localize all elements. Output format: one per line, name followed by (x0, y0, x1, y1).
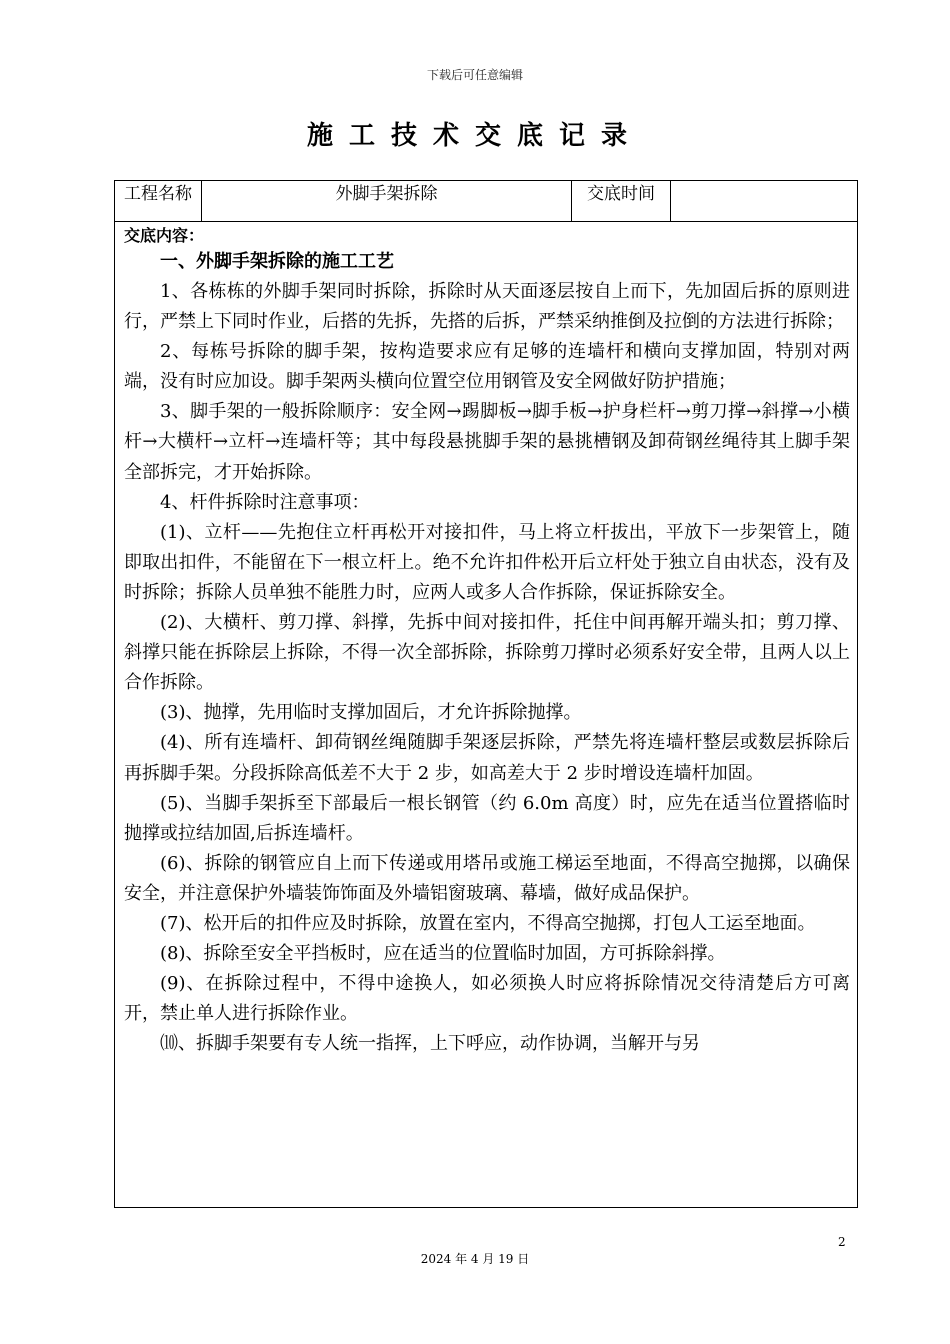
project-name-label: 工程名称 (115, 181, 202, 221)
paragraph: (6)、拆除的钢管应自上而下传递或用塔吊或施工梯运至地面，不得高空抛掷，以确保安全，并注意保护外墙装饰饰面及外墙铝窗玻璃、幕墙，做好成品保护。 (124, 852, 850, 904)
project-name-value: 外脚手架拆除 (202, 181, 572, 221)
paragraph: (4)、所有连墙杆、卸荷钢丝绳随脚手架逐层拆除，严禁先将连墙杆整层或数层拆除后再拆脚手架。分段拆除高低差不大于 2 步，如高差大于 2 步时增设连墙杆加固。 (124, 732, 850, 784)
record-table (114, 180, 858, 1208)
content-label: 交底内容： (124, 226, 205, 245)
paragraph: (3)、抛撑，先用临时支撑加固后，才允许拆除抛撑。 (160, 702, 582, 724)
footer-date: 2024 年 4 月 19 日 (420, 1252, 530, 1266)
briefing-content (124, 225, 850, 1059)
page-number: 2 (838, 1235, 846, 1249)
paragraph: (9)、在拆除过程中，不得中途换人，如必须换人时应将拆除情况交待清楚后方可离开，禁止单人进行拆除作业。 (124, 973, 850, 1025)
paragraph: 3、脚手架的一般拆除顺序：安全网→踢脚板→脚手板→护身栏杆→剪刀撑→斜撑→小横杆→大横杆→立杆→连墙杆等；其中每段悬挑脚手架的悬挑槽钢及卸荷钢丝绳待其上脚手架全部拆完，才开始拆除。 (124, 401, 850, 483)
briefing-time-value (671, 181, 857, 221)
paragraph: (2)、大横杆、剪刀撑、斜撑，先拆中间对接扣件，托住中间再解开端头扣；剪刀撑、斜撑只能在拆除层上拆除，不得一次全部拆除，拆除剪刀撑时必须系好安全带，且两人以上合作拆除。 (124, 612, 850, 694)
page-title: 施工技术交底记录 (306, 121, 643, 151)
paragraph: 4、杆件拆除时注意事项： (160, 491, 370, 513)
paragraph: (8)、拆除至安全平挡板时，应在适当的位置临时加固，方可拆除斜撑。 (160, 943, 726, 965)
info-row (115, 181, 857, 222)
paragraph: 2、每栋号拆除的脚手架，按构造要求应有足够的连墙杆和横向支撑加固，特别对两端，没有时应加设。脚手架两头横向位置空位用钢管及安全网做好防护措施； (124, 341, 850, 393)
paragraph: ⑽、拆脚手架要有专人统一指挥，上下呼应，动作协调，当解开与另 (160, 1033, 700, 1055)
header-note: 下载后可任意编辑 (426, 68, 523, 82)
section-title: 一、外脚手架拆除的施工工艺 (160, 251, 394, 272)
briefing-time-label: 交底时间 (572, 181, 671, 221)
paragraph: (5)、当脚手架拆至下部最后一根长钢管（约 6.0m 高度）时，应先在适当位置搭临时抛撑或拉结加固,后拆连墙杆。 (124, 792, 850, 844)
paragraph: 1、各栋栋的外脚手架同时拆除，拆除时从天面逐层按自上而下，先加固后拆的原则进行，严禁上下同时作业，后搭的先拆，先搭的后拆，严禁采纳推倒及拉倒的方法进行拆除； (124, 281, 850, 333)
paragraph: (1)、立杆——先抱住立杆再松开对接扣件，马上将立杆拔出，平放下一步架管上，随即取出扣件，不能留在下一根立杆上。绝不允许扣件松开后立杆处于独立自由状态，没有及时拆除；拆除人员单独不能胜力时，应两人或多人合作拆除，保证拆除安全。 (124, 521, 850, 603)
paragraph: (7)、松开后的扣件应及时拆除，放置在室内，不得高空抛掷，打包人工运至地面。 (160, 912, 816, 934)
